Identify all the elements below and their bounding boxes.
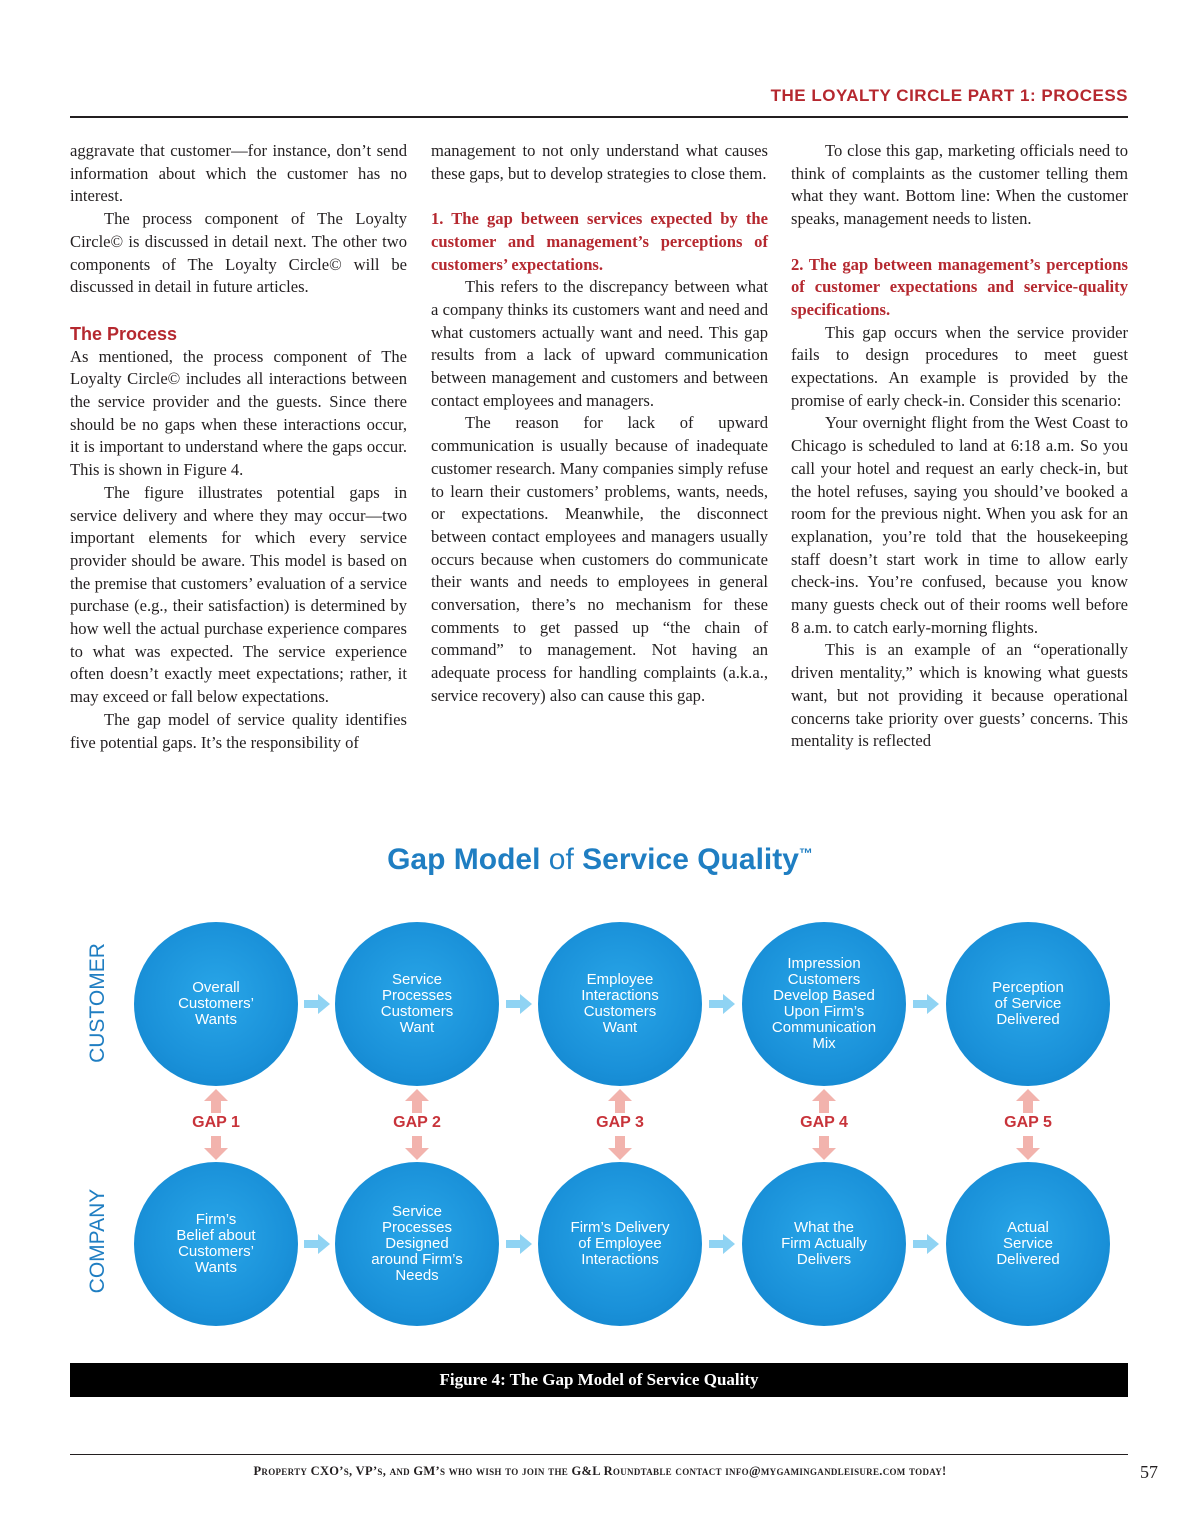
paragraph: aggravate that customer—for instance, don’t send information about which the customer has no interest.	[70, 141, 407, 206]
gap-label: GAP 4	[800, 1114, 848, 1131]
right-arrow-icon	[709, 1234, 735, 1254]
company-circle: Service Processes Designed around Firm’s Needs	[335, 1162, 499, 1326]
right-arrow-icon	[506, 1234, 532, 1254]
paragraph: As mentioned, the process component of The Loyalty Circle© includes all interactions between the service provider and the guests. Since there should be no gaps when these interactions occur, it is important to understand where the gaps occur. This is shown in Figure 4.	[70, 346, 407, 480]
company-circle: Firm’s Delivery of Employee Interactions	[538, 1162, 702, 1326]
gap-1-heading: 1. The gap between services expected by the customer and management’s perceptions of customers’ expectations.	[431, 209, 768, 274]
right-arrow-icon	[913, 994, 939, 1014]
page-number: 57	[1140, 1462, 1158, 1482]
gap-2-heading: 2. The gap between management’s perceptions of customer expectations and service-quality specifications.	[791, 254, 1128, 319]
down-arrow-icon	[204, 1136, 228, 1165]
customer-row-label: CUSTOMER	[86, 943, 109, 1063]
down-arrow-icon	[608, 1136, 632, 1165]
running-header: THE LOYALTY CIRCLE PART 1: PROCESS	[70, 86, 1128, 118]
figure-caption: Figure 4: The Gap Model of Service Quality	[70, 1363, 1128, 1397]
customer-circle: Overall Customers’ Wants	[134, 922, 298, 1086]
column-1	[70, 140, 407, 754]
company-circle: Actual Service Delivered	[946, 1162, 1110, 1326]
company-circle: Firm’s Belief about Customers’ Wants	[134, 1162, 298, 1326]
paragraph: This gap occurs when the service provider fails to design procedures to meet guest expectations. An example is provided by the promise of early check-in. Consider this scenario:	[791, 322, 1128, 410]
paragraph: The reason for lack of upward communication is usually because of inadequate customer research. Many companies simply refuse to learn their customers’ problems, wants, needs, or expectations. Meanwhile, the disconnect between contact employees and managers usually occurs because when customers do communicate their wants and needs to employees in general conversation, there’s no mechanism for these comments to get passed up “the chain of command” to management. Not having an adequate process for handling complaints (a.k.a., service recovery) also can cause this gap.	[431, 413, 768, 705]
down-arrow-icon	[1016, 1136, 1040, 1165]
right-arrow-icon	[506, 994, 532, 1014]
customer-circle: Employee Interactions Customers Want	[538, 922, 702, 1086]
paragraph: The process component of The Loyalty Circle© is discussed in detail next. The other two components of The Loyalty Circle© will be discussed in detail in future articles.	[70, 209, 407, 297]
customer-circle: Perception of Service Delivered	[946, 922, 1110, 1086]
down-arrow-icon	[812, 1136, 836, 1165]
figure-title-part: of	[540, 843, 583, 876]
right-arrow-icon	[913, 1234, 939, 1254]
figure-title	[0, 843, 1200, 877]
paragraph: This is an example of an “operationally driven mentality,” which is knowing what guests want, but not providing it because operational concerns take priority over guests’ concerns. This mentality is reflected	[791, 640, 1128, 751]
figure-title-part: Gap Model	[387, 843, 541, 876]
right-arrow-icon	[304, 1234, 330, 1254]
customer-circle: Service Processes Customers Want	[335, 922, 499, 1086]
gap-label: GAP 1	[192, 1114, 240, 1131]
figure-title-part: Service Quality	[582, 843, 799, 876]
trademark-symbol: ™	[798, 845, 813, 861]
down-arrow-icon	[405, 1136, 429, 1165]
company-row-label: COMPANY	[86, 1188, 109, 1294]
right-arrow-icon	[304, 994, 330, 1014]
paragraph: The gap model of service quality identifies five potential gaps. It’s the responsibility of	[70, 709, 407, 752]
company-circle: What the Firm Actually Delivers	[742, 1162, 906, 1326]
paragraph: management to not only understand what causes these gaps, but to develop strategies to close them.	[431, 141, 768, 183]
paragraph: To close this gap, marketing officials need to think of complaints as the customer telling them what they want. Bottom line: When the customer speaks, management needs to listen.	[791, 141, 1128, 229]
column-3	[791, 140, 1128, 753]
footer-text: Property CXO’s, VP’s, and GM’s who wish to join the G&L Roundtable contact info@mygamingandleisure.com today!	[253, 1464, 947, 1478]
section-heading: The Process	[70, 323, 178, 344]
gap-label: GAP 5	[1004, 1114, 1052, 1131]
footer-rule	[70, 1454, 1128, 1455]
paragraph: The figure illustrates potential gaps in service delivery and where they may occur—two important elements for which every service provider should be aware. This model is based on the premise that customers’ evaluation of a service purchase (e.g., their satisfaction) is determined by how well the actual purchase experience compares to what was expected. The service experience often doesn’t exactly meet expectations; rather, it may exceed or fall below expectations.	[70, 482, 407, 707]
gap-label: GAP 3	[596, 1114, 644, 1131]
customer-circle: Impression Customers Develop Based Upon Firm’s Communication Mix	[742, 922, 906, 1086]
right-arrow-icon	[709, 994, 735, 1014]
paragraph: Your overnight flight from the West Coast to Chicago is scheduled to land at 6:18 a.m. So you call your hotel and request an early check-in, but the hotel refuses, saying you should’ve booked a room for the previous night. When you ask for an explanation, you’re told that the housekeeping staff doesn’t start work in time to allow early check-ins. You’re confused, because you know many guests check out of their rooms well before 8 a.m. to catch early-morning flights.	[791, 413, 1128, 637]
gap-label: GAP 2	[393, 1114, 441, 1131]
paragraph: This refers to the discrepancy between what a company thinks its customers want and need and what customers actually want and need. This gap results from a lack of upward communication between management and customers and between contact employees and managers.	[431, 277, 768, 410]
column-2	[431, 140, 768, 708]
